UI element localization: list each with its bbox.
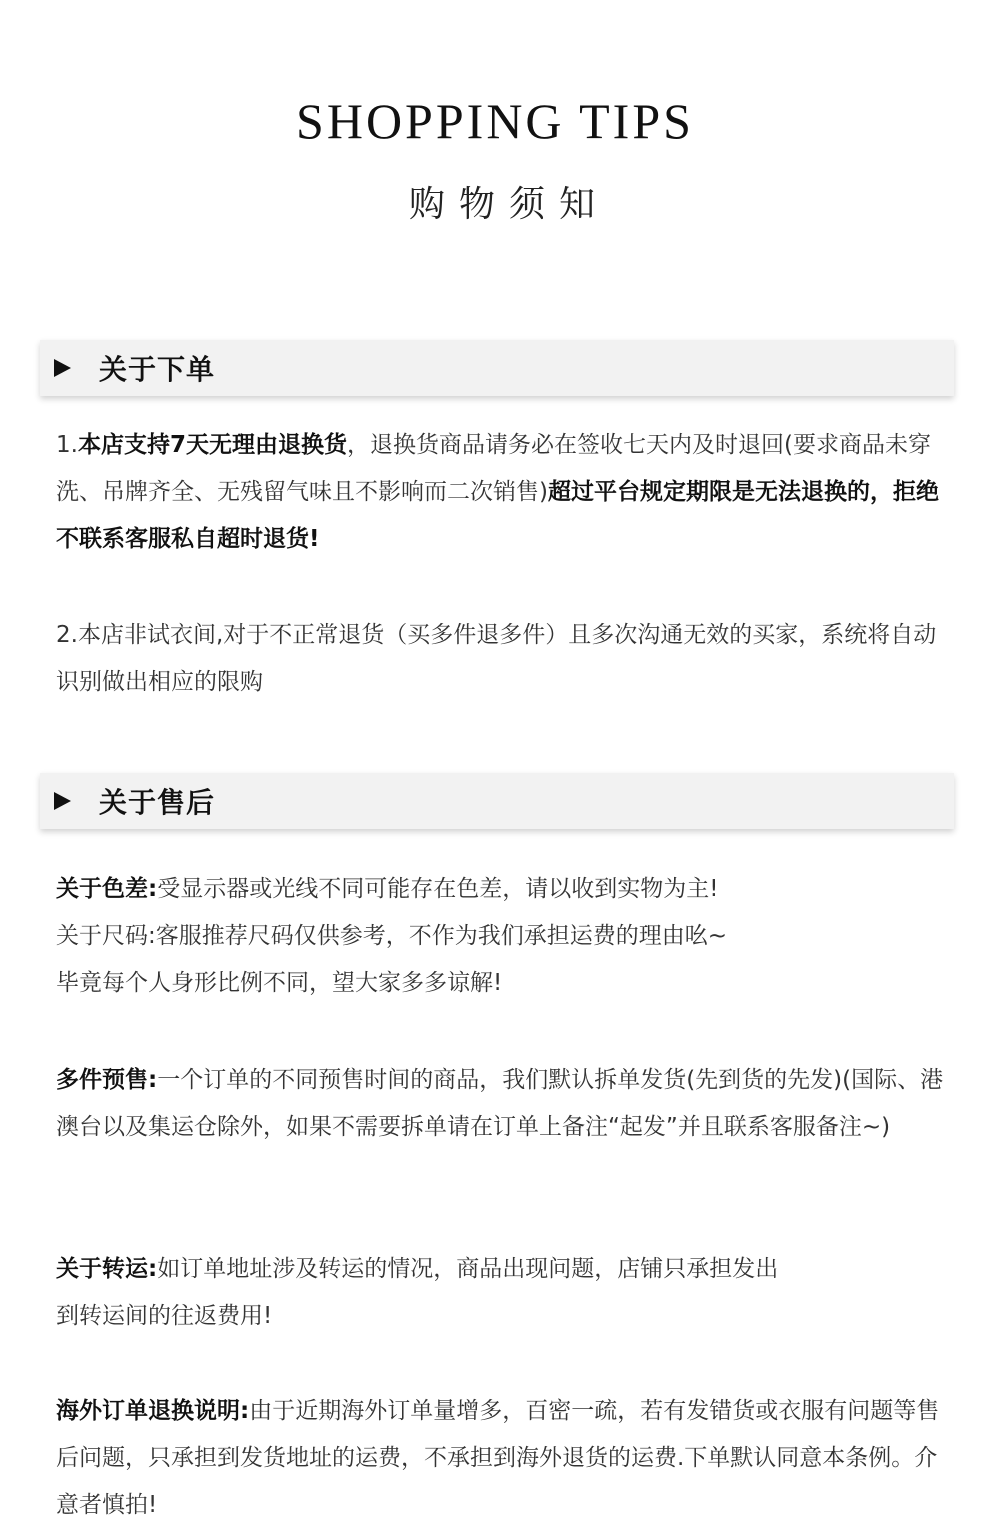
presale-label: 多件预售: [56,1067,158,1093]
color-diff-text: 受显示器或光线不同可能存在色差，请以收到实物为主! [157,876,719,902]
ordering-rule-2: 2.本店非试衣间,对于不正常退货（买多件退多件）且多次沟通无效的买家，系统将自动识别做出相应的限购 [56,622,937,695]
ordering-rule-1 [56,422,956,563]
overseas-text: 由于近期海外订单量增多，百密一疏，若有发错货或衣服有问题等售后问题，只承担到发货地址的运费，不承担到海外退货的运费.下单默认同意本条例。介意者慎拍! [56,1398,940,1518]
section-header-aftersales [40,773,954,829]
transfer-line-1 [56,1246,956,1293]
presale-text: 一个订单的不同预售时间的商品，我们默认拆单发货(先到货的先发)(国际、港澳台以及集运仓除外，如果不需要拆单请在订单上备注“起发”并且联系客服备注~) [56,1067,944,1140]
aftersales-transfer [56,1246,956,1340]
section-title: 关于下单 [99,353,216,386]
page-title-en: SHOPPING TIPS [296,93,694,149]
section-header-ordering [40,340,954,396]
page-title-cn: 购物须知 [408,184,609,225]
rule-number: 1. [56,432,78,458]
size-line-2: 毕竟每个人身形比例不同，望大家多多谅解! [56,970,503,996]
play-triangle-icon [54,792,71,810]
play-triangle-icon [54,359,71,377]
color-diff-label: 关于色差: [56,876,158,902]
aftersales-presale [56,1057,956,1151]
transfer-label: 关于转运: [56,1256,158,1282]
color-diff-line [56,866,956,913]
transfer-text: 如订单地址涉及转运的情况，商品出现问题，店铺只承担发出 [157,1256,779,1282]
rule-bold-warning: 超过平台规定期限是无法退换的，拒绝不联系客服私自超时退货! [56,479,939,552]
transfer-line-2: 到转运间的往返费用! [56,1303,273,1329]
aftersales-color-size [56,866,956,1007]
rule-bold-text: 本店支持7天无理由退换货 [77,432,347,458]
size-line-1: 关于尺码:客服推荐尺码仅供参考，不作为我们承担运费的理由吆~ [56,923,728,949]
rule-text: ，退换货商品请务必在签收七天内及时退回(要求商品未穿洗、吊牌齐全、无残留气味且不影响而二次销售) [56,432,931,505]
overseas-label: 海外订单退换说明: [56,1398,250,1424]
section-title: 关于售后 [99,786,216,819]
aftersales-overseas [56,1388,956,1529]
